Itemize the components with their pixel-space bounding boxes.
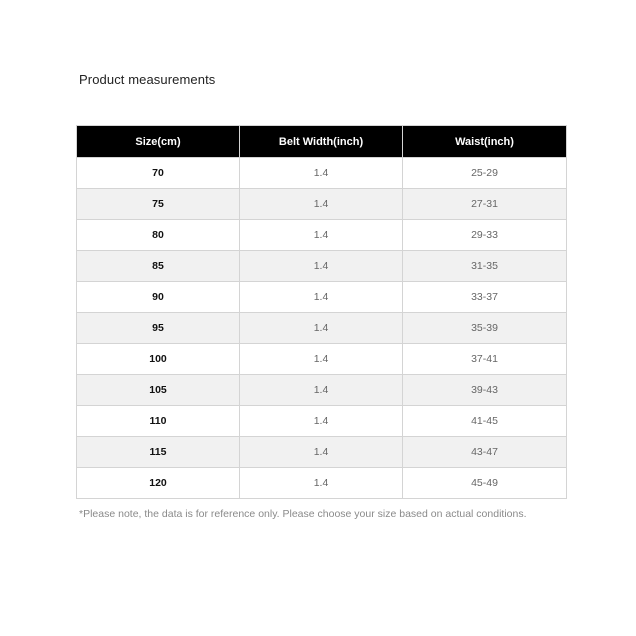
size-cell: 110: [77, 406, 240, 437]
table-row: [77, 344, 567, 375]
header-waist: Waist(inch): [403, 126, 567, 158]
belt-width-cell: 1.4: [240, 189, 403, 220]
table-row: [77, 251, 567, 282]
belt-width-cell: 1.4: [240, 375, 403, 406]
size-cell: 80: [77, 220, 240, 251]
belt-width-cell: 1.4: [240, 220, 403, 251]
waist-cell: 45-49: [403, 468, 567, 499]
table-row: [77, 158, 567, 189]
size-cell: 120: [77, 468, 240, 499]
size-cell: 100: [77, 344, 240, 375]
waist-cell: 25-29: [403, 158, 567, 189]
belt-width-cell: 1.4: [240, 158, 403, 189]
waist-cell: 37-41: [403, 344, 567, 375]
waist-cell: 43-47: [403, 437, 567, 468]
belt-width-cell: 1.4: [240, 468, 403, 499]
size-cell: 95: [77, 313, 240, 344]
table-row: [77, 313, 567, 344]
size-chart-table: [76, 125, 567, 499]
size-cell: 70: [77, 158, 240, 189]
belt-width-cell: 1.4: [240, 406, 403, 437]
belt-width-cell: 1.4: [240, 437, 403, 468]
table-row: [77, 282, 567, 313]
belt-width-cell: 1.4: [240, 313, 403, 344]
waist-cell: 27-31: [403, 189, 567, 220]
table-row: [77, 437, 567, 468]
waist-cell: 39-43: [403, 375, 567, 406]
size-cell: 85: [77, 251, 240, 282]
size-cell: 105: [77, 375, 240, 406]
table-row: [77, 406, 567, 437]
table-row: [77, 189, 567, 220]
table-row: [77, 468, 567, 499]
waist-cell: 33-37: [403, 282, 567, 313]
table-row: [77, 220, 567, 251]
size-cell: 115: [77, 437, 240, 468]
table-header-row: [77, 126, 567, 158]
reference-note: *Please note, the data is for reference only. Please choose your size based on actual conditions.: [79, 508, 527, 520]
waist-cell: 31-35: [403, 251, 567, 282]
header-size: Size(cm): [77, 126, 240, 158]
waist-cell: 35-39: [403, 313, 567, 344]
size-cell: 75: [77, 189, 240, 220]
belt-width-cell: 1.4: [240, 282, 403, 313]
waist-cell: 41-45: [403, 406, 567, 437]
belt-width-cell: 1.4: [240, 344, 403, 375]
page-title: Product measurements: [79, 72, 216, 87]
waist-cell: 29-33: [403, 220, 567, 251]
belt-width-cell: 1.4: [240, 251, 403, 282]
table-row: [77, 375, 567, 406]
header-belt-width: Belt Width(inch): [240, 126, 403, 158]
size-cell: 90: [77, 282, 240, 313]
